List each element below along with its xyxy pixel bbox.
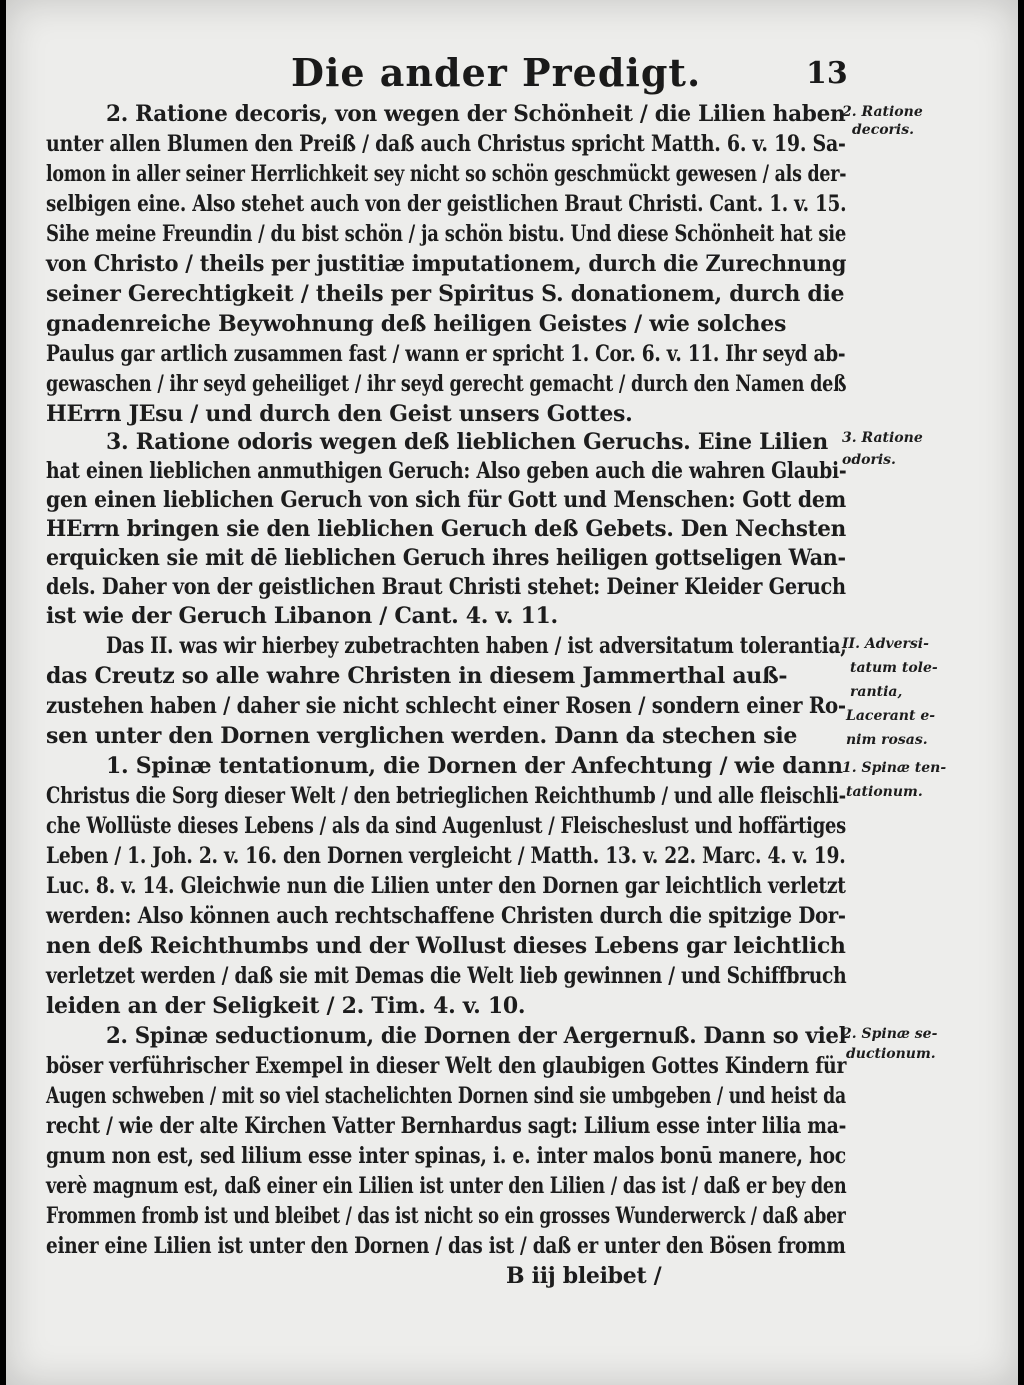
text-line: 3. Ratione odoris wegen deß lieblichen Geruchs. Eine Lilien xyxy=(106,429,828,455)
text-line: hat einen lieblichen anmuthigen Geruch: Also geben auch die wahren Glaubi- xyxy=(46,458,847,484)
text-line: che Wollüste dieses Lebens / als da sind Augenlust / Fleischeslust und hoffärtiges xyxy=(46,813,846,839)
text-line: gewaschen / ihr seyd geheiliget / ihr seyd gerecht gemacht / durch den Namen deß xyxy=(46,371,847,397)
text-line: böser verführischer Exempel in dieser Welt den glaubigen Gottes Kindern für xyxy=(46,1053,847,1079)
text-line: Frommen fromb ist und bleibet / das ist nicht so ein grosses Wunderwerck / daß aber xyxy=(46,1203,846,1229)
margin-note: 2. Ratione xyxy=(842,104,923,120)
text-line: das Creutz so alle wahre Christen in diesem Jammerthal auß- xyxy=(46,663,788,689)
text-line: verè magnum est, daß einer ein Lilien ist unter den Lilien / das ist / daß er bey den xyxy=(46,1173,847,1199)
margin-note: Lacerant e- xyxy=(846,708,936,724)
text-line: Das II. was wir hierbey zubetrachten haben / ist adversitatum tolerantia, xyxy=(106,633,847,659)
text-line: Leben / 1. Joh. 2. v. 16. den Dornen vergleicht / Matth. 13. v. 22. Marc. 4. v. 19. xyxy=(46,843,846,869)
text-line: gnadenreiche Beywohnung deß heiligen Geistes / wie solches xyxy=(46,311,787,337)
text-line: unter allen Blumen den Preiß / daß auch Christus spricht Matth. 6. v. 19. Sa- xyxy=(46,131,846,157)
text-line: einer eine Lilien ist unter den Dornen / das ist / daß er unter den Bösen fromm xyxy=(46,1233,846,1259)
text-line: erquicken sie mit dē lieblichen Geruch ihres heiligen gottseligen Wan- xyxy=(46,545,846,571)
text-line: Augen schweben / mit so viel stachelichten Dornen sind sie umbgeben / und heist da xyxy=(46,1083,846,1109)
text-line: werden: Also können auch rechtschaffene Christen durch die spitzige Dor- xyxy=(46,903,846,929)
page-number: 13 xyxy=(806,56,848,91)
text-line: dels. Daher von der geistlichen Braut Christi stehet: Deiner Kleider Geruch xyxy=(46,574,846,600)
text-line: Christus die Sorg dieser Welt / den betrieglichen Reichthumb / und alle fleischli- xyxy=(46,783,846,809)
text-line: leiden an der Seligkeit / 2. Tim. 4. v. 10. xyxy=(46,993,526,1019)
page-title: Die ander Predigt. xyxy=(291,50,702,95)
text-line: gen einen lieblichen Geruch von sich für Gott und Menschen: Gott dem xyxy=(46,487,846,513)
margin-note: 3. Ratione xyxy=(842,430,923,446)
margin-note: 1. Spinæ ten- xyxy=(842,760,947,776)
text-line: HErrn JEsu / und durch den Geist unsers Gottes. xyxy=(46,401,633,427)
text-line: seiner Gerechtigkeit / theils per Spiritus S. donationem, durch die xyxy=(46,281,845,307)
text-line: Paulus gar artlich zusammen fast / wann er spricht 1. Cor. 6. v. 11. Ihr seyd ab- xyxy=(46,341,846,367)
margin-note: ductionum. xyxy=(846,1046,936,1062)
margin-note: rantia, xyxy=(850,684,903,700)
margin-note: nim rosas. xyxy=(846,732,928,748)
text-line: HErrn bringen sie den lieblichen Geruch deß Gebets. Den Nechsten xyxy=(46,516,846,542)
text-line: lomon in aller seiner Herrlichkeit sey nicht so schön geschmückt gewesen / als der- xyxy=(46,161,847,187)
text-line: 2. Spinæ seductionum, die Dornen der Aergernuß. Dann so viel xyxy=(106,1023,847,1049)
text-line: gnum non est, sed lilium esse inter spinas, i. e. inter malos bonū manere, hoc xyxy=(46,1143,846,1169)
margin-note: 2. Spinæ se- xyxy=(842,1026,938,1042)
text-line: von Christo / theils per justitiæ imputationem, durch die Zurechnung xyxy=(46,251,847,277)
text-line: 1. Spinæ tentationum, die Dornen der Anfechtung / wie dann xyxy=(106,753,843,779)
text-line: zustehen haben / daher sie nicht schlecht einer Rosen / sondern einer Ro- xyxy=(46,693,846,719)
margin-note: odoris. xyxy=(842,452,896,468)
catchword-line: B iij bleibet / xyxy=(506,1263,662,1289)
margin-note: decoris. xyxy=(852,122,915,138)
text-line: recht / wie der alte Kirchen Vatter Bernhardus sagt: Lilium esse inter lilia ma- xyxy=(46,1113,847,1139)
text-line: Luc. 8. v. 14. Gleichwie nun die Lilien unter den Dornen gar leichtlich verletzt xyxy=(46,873,846,899)
margin-note: tatum tole- xyxy=(850,660,938,676)
text-line: Sihe meine Freundin / du bist schön / ja schön bistu. Und diese Schönheit hat sie xyxy=(46,221,847,247)
text-line: ist wie der Geruch Libanon / Cant. 4. v. 11. xyxy=(46,603,558,629)
text-line: 2. Ratione decoris, von wegen der Schönheit / die Lilien haben xyxy=(106,101,846,127)
margin-note: tationum. xyxy=(846,784,923,800)
margin-note: II. Adversi- xyxy=(842,636,929,652)
text-line: verletzet werden / daß sie mit Demas die Welt lieb gewinnen / und Schiffbruch xyxy=(46,963,847,989)
text-line: selbigen eine. Also stehet auch von der geistlichen Braut Christi. Cant. 1. v. 15. xyxy=(46,191,847,217)
text-line: nen deß Reichthumbs und der Wollust dieses Lebens gar leichtlich xyxy=(46,933,846,959)
text-line: sen unter den Dornen verglichen werden. Dann da stechen sie xyxy=(46,723,798,749)
document-page xyxy=(6,0,1018,1385)
